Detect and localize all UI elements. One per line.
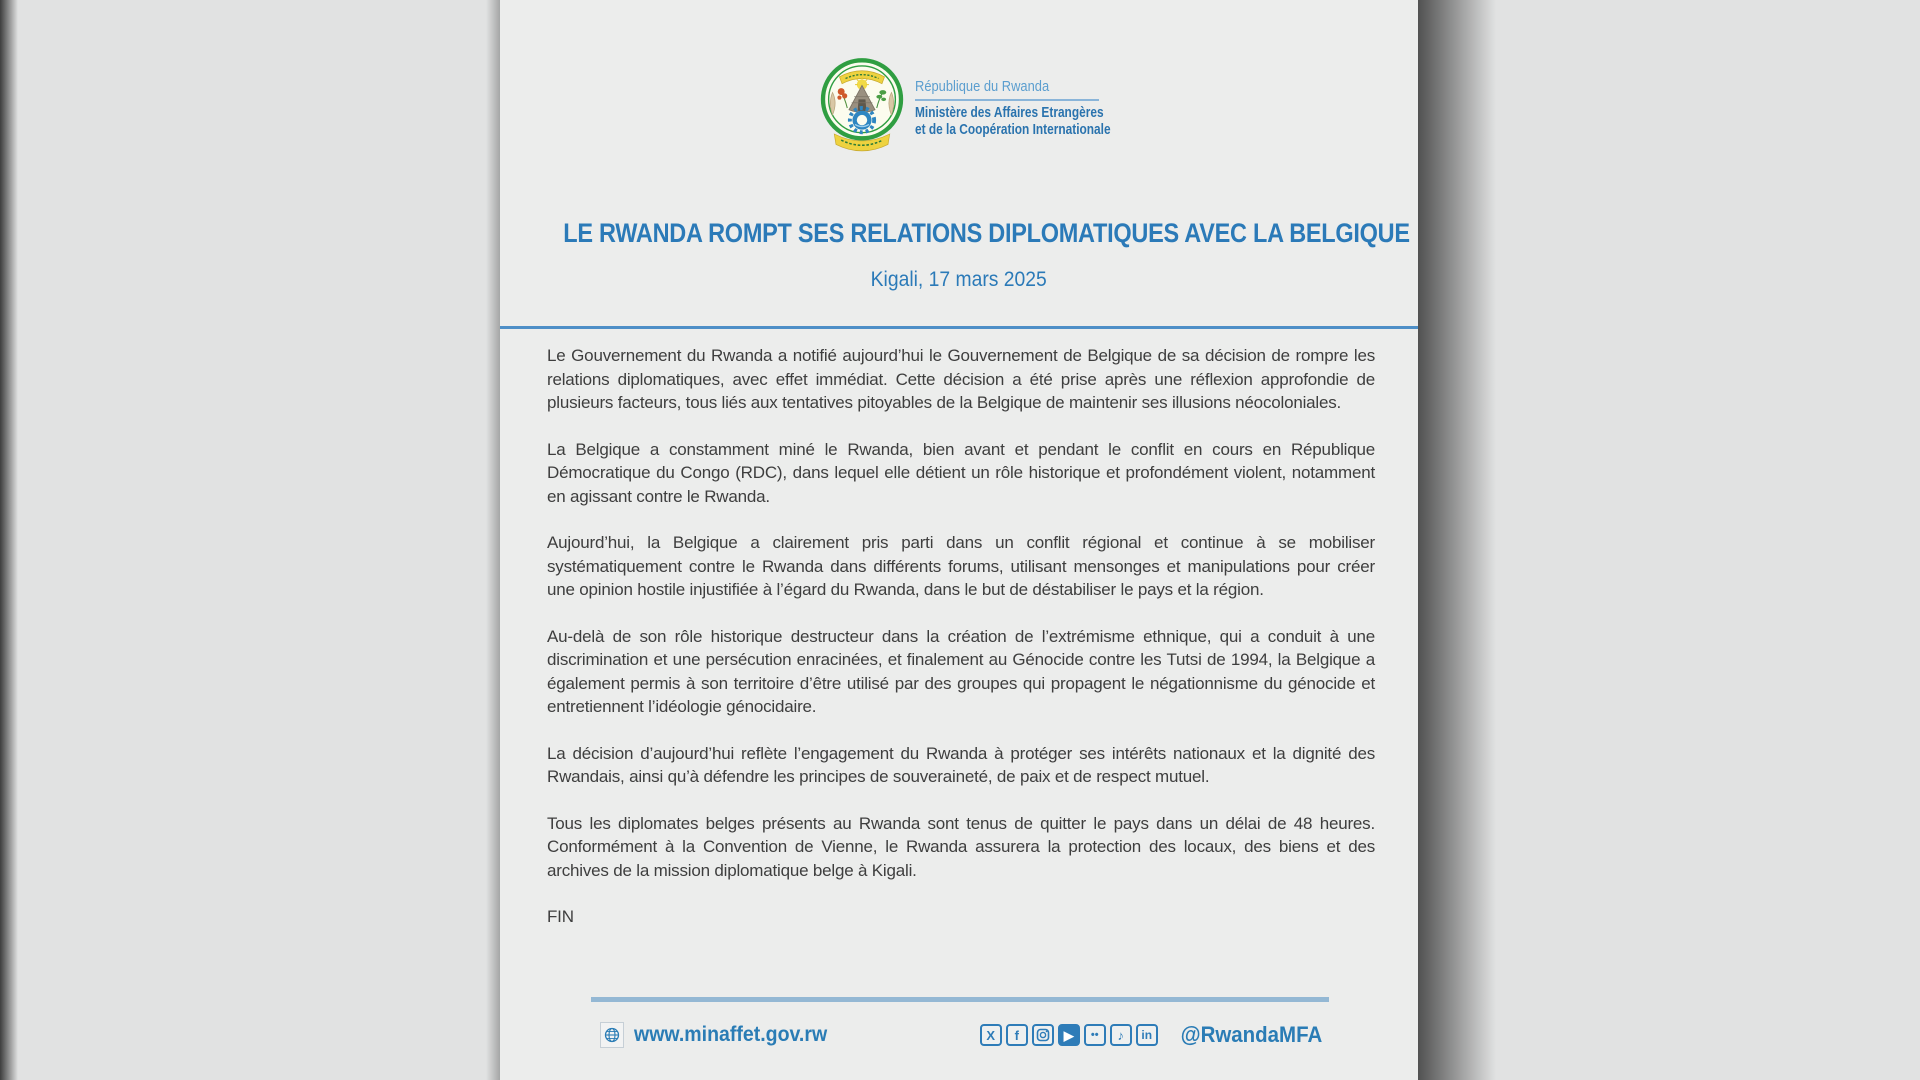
press-release-body — [547, 344, 1375, 929]
ministry-name-block — [914, 56, 1111, 138]
instagram-icon — [1032, 1024, 1054, 1046]
body-paragraph: Le Gouvernement du Rwanda a notifié aujourd’hui le Gouvernement de Belgique de sa décision de rompre les relations diplomatiques, avec effet immédiat. Cette décision a été prise après une réflexion approfondie de plusieurs facteurs, tous liés aux tentatives pitoyables de la Belgique de maintenir ses illusions néocoloniales. — [547, 346, 1375, 412]
body-paragraph: Aujourd’hui, la Belgique a clairement pris parti dans un conflit régional et continue à se mobiliser systématiquement contre le Rwanda dans différents forums, utilisant mensonges et manipulations pour créer une opinion hostile injustifiée à l’égard du Rwanda, dans le but de déstabiliser le pays et la région. — [547, 533, 1375, 599]
end-marker: FIN — [547, 907, 574, 926]
header-divider-line — [500, 326, 1418, 329]
frame-left-shadow — [0, 0, 18, 1080]
x-twitter-icon: X — [980, 1024, 1002, 1046]
ministry-name-line2: et de la Coopération Internationale — [914, 121, 1111, 138]
website-url: www.minaffet.gov.rw — [634, 1023, 828, 1046]
ministry-name-line1: Ministère des Affaires Etrangères — [914, 105, 1104, 121]
body-paragraph: Au-delà de son rôle historique destructeur dans la création de l’extrémisme ethnique, qui a conduit à une discrimination et une persécution enracinées, et finalement au Génocide contre les Tutsi de 1994, la Belgique a également permis à son territoire d’être utilisé par des groupes qui propagent le négationnisme du génocide et entretiennent l’idéologie génocidaire. — [547, 626, 1375, 716]
body-paragraph: Tous les diplomates belges présents au Rwanda sont tenus de quitter le pays dans un délai de 48 heures. Conformément à la Convention de Vienne, le Rwanda assurera la protection des locaux, des biens et des archives de la mission diplomatique belge à Kigali. — [547, 813, 1375, 880]
letterhead-divider — [915, 99, 1099, 101]
republic-name: République du Rwanda — [914, 78, 1049, 95]
tiktok-icon: ♪ — [1110, 1024, 1132, 1046]
footer-divider-line — [591, 997, 1329, 1002]
body-paragraph: La Belgique a constamment miné le Rwanda, bien avant et pendant le conflit en cours en République Démocratique du Congo (RDC), dans lequel elle détient un rôle historique et profondément violent, notamment en agissant contre le Rwanda. — [547, 439, 1375, 506]
social-links-group — [980, 1022, 1322, 1048]
dateline: Kigali, 17 mars 2025 — [870, 268, 1048, 291]
footer — [600, 1022, 1322, 1048]
social-handle: @RwandaMFA — [1180, 1022, 1322, 1047]
facebook-icon: f — [1006, 1024, 1028, 1046]
body-paragraph: La décision d’aujourd’hui reflète l’engagement du Rwanda à protéger ses intérêts nationaux et la dignité des Rwandais, ainsi qu’à défendre les principes de souveraineté, de paix et de respect mutuel. — [547, 743, 1375, 786]
website-group — [600, 1022, 842, 1048]
press-release-page — [500, 0, 1418, 1080]
globe-icon — [600, 1022, 624, 1048]
letterhead — [500, 56, 1418, 160]
linkedin-icon: in — [1136, 1024, 1158, 1046]
youtube-icon: ▶ — [1058, 1024, 1080, 1046]
press-release-title: LE RWANDA ROMPT SES RELATIONS DIPLOMATIQUES AVEC LA BELGIQUE — [563, 218, 1410, 248]
flickr-icon: •• — [1084, 1024, 1106, 1046]
rwanda-coat-of-arms-logo — [818, 56, 906, 160]
